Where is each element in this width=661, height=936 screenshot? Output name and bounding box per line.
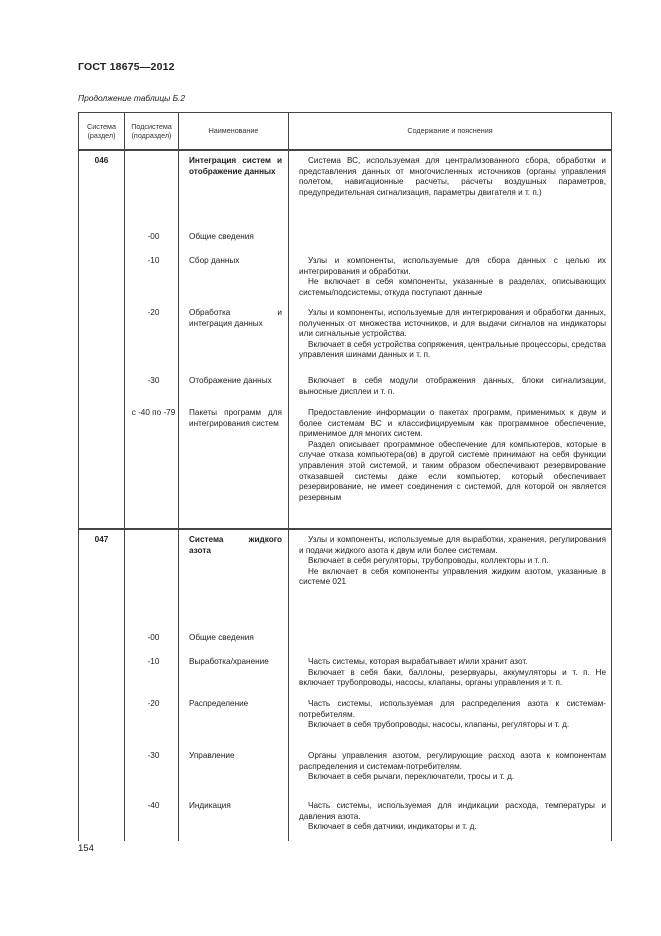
table-row [79,368,612,402]
page-number: 154 [78,843,94,854]
header-description: Содержание и пояснения [289,113,612,151]
item-name [179,302,289,368]
description-paragraph: Включает в себя модули отображения данных, блоки сигнализации, выносные дисплеи и т. п. [299,376,606,396]
subsystem-code-text: -30 [147,751,160,760]
table-row [79,250,612,302]
system-code [79,529,125,625]
item-description [289,368,612,402]
description-paragraph: Не включает в себя компоненты управления жидким азотом, указанные в системе 021 [299,566,606,587]
item-description [289,651,612,693]
item-name-text: Индикация [189,801,231,810]
table-row [79,795,612,841]
system-code [79,651,125,693]
item-name [179,625,289,651]
item-name-text: Распределение [189,699,249,708]
description-paragraph: Включает в себя баки, баллоны, резервуары, аккумуляторы и т. п. Не включает трубопроводы, насосы, клапаны, органы управления и т. п. [299,667,606,688]
table-caption: Продолжение таблицы Б.2 [78,93,186,103]
description-paragraph: Узлы и компоненты, используемые для выработки, хранения, регулирования и подачи жидкого азота к двум или более системам. [299,535,606,555]
system-code [79,302,125,368]
table-row [79,625,612,651]
item-description [289,150,612,224]
subsystem-code [125,743,179,795]
system-code [79,693,125,743]
item-name-text: Отображение данных [189,376,272,385]
subsystem-code [125,651,179,693]
subsystem-code [125,368,179,402]
subsystem-code [125,625,179,651]
item-description [289,224,612,250]
item-name [179,250,289,302]
table-row [79,402,612,529]
item-description [289,302,612,368]
subsystem-code-text: -00 [147,633,160,642]
subsystem-code [125,150,179,224]
item-name-text: Общие сведения [189,232,254,241]
description-paragraph: Узлы и компоненты, используемые для интегрирования и обработки данных, полученных от множества источников, и для выдачи сигналов на индикаторы или сигнальные устройства. [299,308,606,339]
subsystem-code-text: -10 [147,256,160,265]
item-name-text: Интеграция систем и отображение данных [189,156,282,176]
subsystem-code [125,302,179,368]
item-description [289,402,612,529]
subsystem-code [125,693,179,743]
table-row [79,302,612,368]
subsystem-code [125,224,179,250]
description-paragraph: Включает в себя датчики, индикаторы и т. д. [308,822,477,832]
classification-table [78,112,611,841]
item-name [179,693,289,743]
description-paragraph: Часть системы, используемая для распределения азота к системам-потребителям. [299,699,606,719]
item-name [179,150,289,224]
item-description [289,795,612,841]
system-code [79,224,125,250]
system-code [79,625,125,651]
item-description [289,250,612,302]
item-name-text: Обработка и интеграция данных [189,308,282,328]
item-name [179,224,289,250]
system-code-text: 047 [94,535,109,544]
description-paragraph: Включает в себя рычаги, переключатели, тросы и т. д. [308,772,515,782]
description-paragraph: Органы управления азотом, регулирующие расход азота к компонентам распределения и системам-потребителям. [299,751,606,771]
table-row [79,693,612,743]
item-name [179,368,289,402]
description-paragraph: Включает в себя трубопроводы, насосы, клапаны, регуляторы и т. д. [308,720,570,730]
subsystem-code [125,250,179,302]
subsystem-code-text: -10 [147,657,160,666]
item-name [179,651,289,693]
system-code [79,368,125,402]
item-name [179,529,289,625]
description-paragraph: Раздел описывает программное обеспечение для компьютеров, которые в случае отказа компьютера(ов) в другой системе принимают на себя функции управления этой системой, и таким образом обеспечивают резервирование отказавшей системы даже если компьютер, который обеспечивает резервирование, не имеет соединения с системой, для которой он является резервным [299,439,606,502]
system-code [79,402,125,529]
table-row [79,529,612,625]
subsystem-code-text: -00 [147,232,160,241]
item-name-text: Управление [189,751,235,760]
subsystem-code-text: -20 [147,308,160,317]
system-code [79,743,125,795]
item-name-text: Общие сведения [189,633,254,642]
system-code [79,250,125,302]
item-name-text: Выработка/хранение [189,657,269,666]
document-title: ГОСТ 18675—2012 [78,61,175,73]
description-paragraph: Узлы и компоненты, используемые для сбора данных с целью их интегрирования и обработки. [299,256,606,276]
subsystem-code-text: -40 [147,801,160,810]
subsystem-code-text: с -40 по -79 [131,408,176,417]
item-name-text: Пакеты программ для интегрирования систем [189,408,282,428]
system-code [79,150,125,224]
table-row [79,150,612,224]
item-name [179,743,289,795]
table-row [79,224,612,250]
header-name: Наименование [179,113,289,151]
item-name [179,402,289,529]
table-row [79,651,612,693]
description-paragraph: Не включает в себя компоненты, указанные в разделах, описывающих системы/подсистемы, откуда поступают данные [299,277,606,297]
table-row [79,743,612,795]
description-paragraph: Система ВС, используемая для централизованного сбора, обработки и представления данных от многочисленных источников (органы управления полетом, навигационные расчеты, расчеты воздушных параметров, предупредительная сигнализация, параметры двигателя и т. п.) [299,156,606,197]
item-description [289,625,612,651]
item-description [289,529,612,625]
subsystem-code [125,795,179,841]
subsystem-code [125,402,179,529]
item-description [289,743,612,795]
item-description [289,693,612,743]
description-paragraph: Часть системы, используемая для индикации расхода, температуры и давления азота. [299,801,606,821]
description-paragraph: Включает в себя устройства сопряжения, центральные процессоры, средства управления шинами данных и т. п. [299,339,606,360]
item-name-text: Система жидкого азота [189,535,282,555]
subsystem-code-text: -20 [147,699,160,708]
item-name [179,795,289,841]
header-subsystem: Подсистема (подраздел) [125,113,179,151]
description-paragraph: Включает в себя регуляторы, трубопроводы, коллекторы и т. п. [308,556,549,566]
system-code-text: 046 [94,156,109,165]
subsystem-code [125,529,179,625]
system-code [79,795,125,841]
item-name-text: Сбор данных [189,256,240,265]
description-paragraph: Предоставление информации о пакетах программ, применимых к двум и более системам ВС и классифицируемым как программное обеспечение, применимое для многих систем. [299,408,606,439]
description-paragraph: Часть системы, которая вырабатывает и/или хранит азот. [308,657,528,666]
subsystem-code-text: -30 [147,376,160,385]
header-system: Система (раздел) [79,113,125,151]
